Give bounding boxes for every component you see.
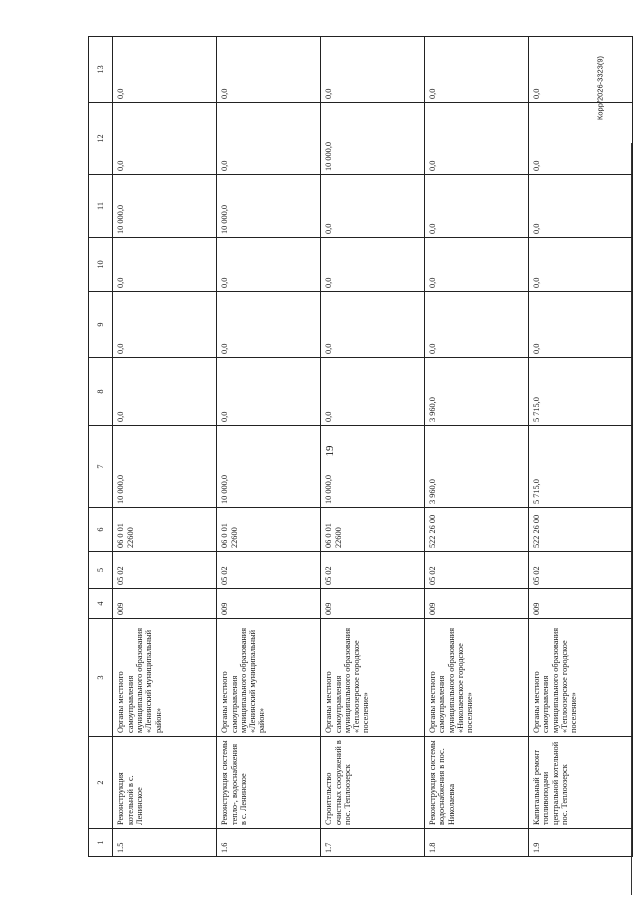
- table-cell: 0,0: [217, 103, 321, 175]
- table-row: [321, 37, 425, 857]
- table-cell: 0,0: [425, 103, 529, 175]
- header-cell: 7: [89, 426, 113, 508]
- table-row: [425, 37, 529, 857]
- table-cell: 1.8: [425, 829, 529, 857]
- header-cell: 11: [89, 175, 113, 238]
- table-cell: Органы местного самоуправления муниципального образования «Ленинский муниципальный район»: [217, 619, 321, 737]
- table-cell: 009: [321, 589, 425, 619]
- table-cell: 0,0: [113, 238, 217, 292]
- table-cell: 1.5: [113, 829, 217, 857]
- table-cell: 0,0: [425, 292, 529, 358]
- header-cell: 13: [89, 37, 113, 103]
- table-cell: Реконструкция котельной в с. Ленинское: [113, 737, 217, 829]
- header-cell: 3: [89, 619, 113, 737]
- budget-table: [88, 36, 633, 857]
- table-cell: Строительство очистных сооружений в пос. Теплоозерск: [321, 737, 425, 829]
- table-cell: 0,0: [113, 37, 217, 103]
- table-cell: 522 26 00: [529, 508, 633, 552]
- table-cell: Органы местного самоуправления муниципального образования «Ленинский муниципальный район»: [113, 619, 217, 737]
- table-cell: 0,0: [113, 292, 217, 358]
- table-cell: 05 02: [217, 552, 321, 589]
- table-cell: 0,0: [217, 292, 321, 358]
- table-cell: 0,0: [321, 238, 425, 292]
- table-cell: 05 02: [113, 552, 217, 589]
- table-cell: 10 000,0: [321, 103, 425, 175]
- table-cell: 0,0: [529, 175, 633, 238]
- table-cell: 0,0: [217, 37, 321, 103]
- table-row: [113, 37, 217, 857]
- table-cell: 06 0 01 22600: [217, 508, 321, 552]
- table-cell: 0,0: [529, 292, 633, 358]
- table-cell: 0,0: [113, 103, 217, 175]
- table-cell: 009: [217, 589, 321, 619]
- header-cell: 8: [89, 358, 113, 426]
- table-cell: 0,0: [321, 292, 425, 358]
- table-cell: 009: [113, 589, 217, 619]
- table-cell: 1.9: [529, 829, 633, 857]
- table-cell: 10 000,0: [217, 426, 321, 508]
- table-cell: 05 02: [425, 552, 529, 589]
- table-cell: Органы местного самоуправления муниципального образования «Теплоозерское городское поселение»: [321, 619, 425, 737]
- table-cell: 0,0: [217, 358, 321, 426]
- header-cell: 5: [89, 552, 113, 589]
- header-cell: 4: [89, 589, 113, 619]
- table-cell: 05 02: [321, 552, 425, 589]
- table-row: [529, 37, 633, 857]
- table-cell: 0,0: [529, 238, 633, 292]
- table-cell: 5 715,0: [529, 358, 633, 426]
- header-cell: 2: [89, 737, 113, 829]
- table-cell: 1.7: [321, 829, 425, 857]
- document-id: Корр/2026-3323(9): [595, 56, 605, 120]
- table-cell: 10 000,0: [113, 175, 217, 238]
- header-cell: 9: [89, 292, 113, 358]
- table-cell: 06 0 01 22600: [113, 508, 217, 552]
- table-cell: 522 26 00: [425, 508, 529, 552]
- table-cell: 0,0: [425, 37, 529, 103]
- header-cell: 6: [89, 508, 113, 552]
- table-cell: 3 960,0: [425, 426, 529, 508]
- table-wrapper: [88, 37, 633, 857]
- header-cell: 10: [89, 238, 113, 292]
- table-cell: 0,0: [321, 358, 425, 426]
- table-cell: 0,0: [321, 175, 425, 238]
- table-cell: Органы местного самоуправления муниципального образования «Николаевское городское поселение»: [425, 619, 529, 737]
- table-cell: 05 02: [529, 552, 633, 589]
- table-cell: 3 960,0: [425, 358, 529, 426]
- table-row: [217, 37, 321, 857]
- table-cell: Реконструкция системы водоснабжения в пос. Николаевка: [425, 737, 529, 829]
- table-cell: 06 0 01 22600: [321, 508, 425, 552]
- table-cell: 5 715,0: [529, 426, 633, 508]
- table-cell: 0,0: [217, 238, 321, 292]
- page-number: 19: [324, 445, 336, 457]
- table-cell: 0,0: [529, 37, 633, 103]
- table-cell: Капитальный ремонт топливоподачи центральной котельной пос. Теплоозерск: [529, 737, 633, 829]
- header-cell: 1: [89, 829, 113, 857]
- table-cell: 10 000,0: [217, 175, 321, 238]
- table-cell: 10 000,0: [321, 426, 425, 508]
- header-row: [89, 37, 113, 857]
- table-cell: Реконструкция системы тепло-, водоснабжения в с. Ленинское: [217, 737, 321, 829]
- table-cell: 009: [425, 589, 529, 619]
- table-cell: 0,0: [425, 238, 529, 292]
- header-cell: 12: [89, 103, 113, 175]
- table-cell: 0,0: [529, 103, 633, 175]
- table-cell: Органы местного самоуправления муниципального образования «Теплоозерское городское поселение»: [529, 619, 633, 737]
- table-cell: 0,0: [113, 358, 217, 426]
- table-cell: 0,0: [425, 175, 529, 238]
- table-cell: 009: [529, 589, 633, 619]
- table-cell: 1.6: [217, 829, 321, 857]
- table-cell: 0,0: [321, 37, 425, 103]
- table-cell: 10 000,0: [113, 426, 217, 508]
